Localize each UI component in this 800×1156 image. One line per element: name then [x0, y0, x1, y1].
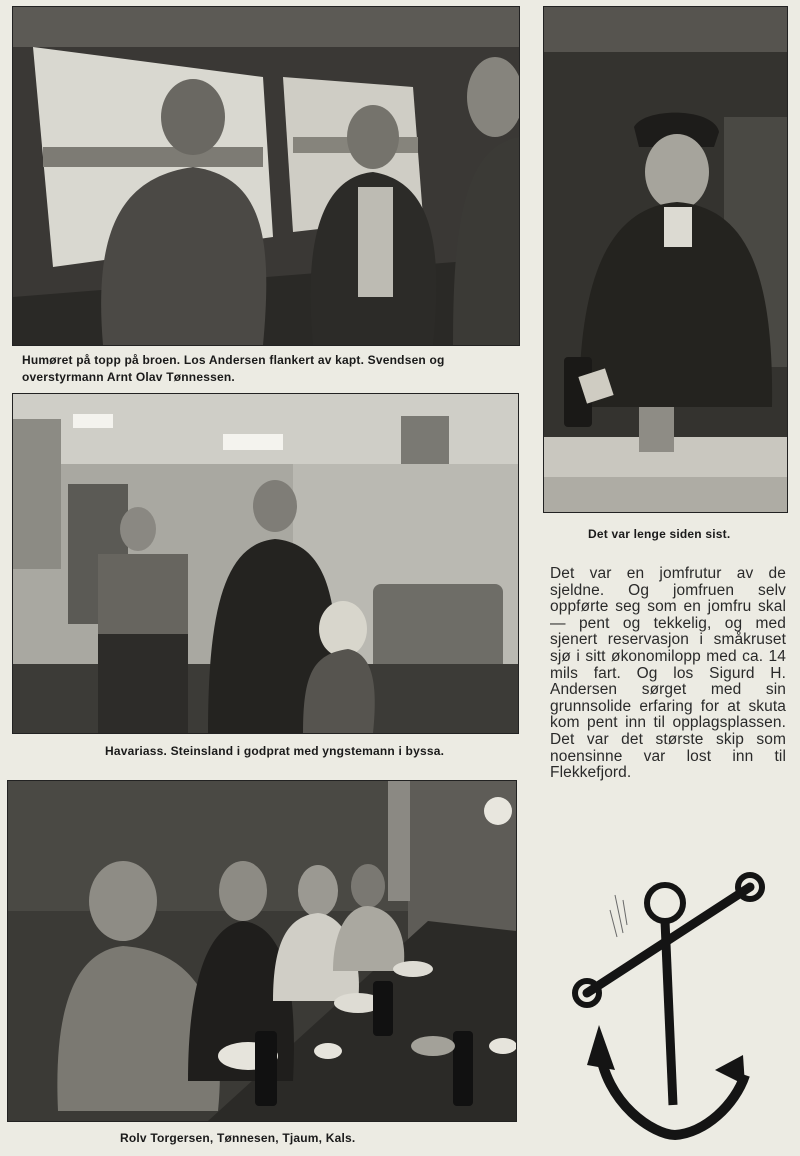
caption-captain: Det var lenge siden sist. [588, 527, 731, 541]
photo-captain [543, 6, 788, 513]
caption-galley: Havariass. Steinsland i godprat med yngstemann i byssa. [105, 744, 445, 758]
caption-mess: Rolv Torgersen, Tønnesen, Tjaum, Kals. [120, 1131, 356, 1145]
article-text: Det var en jomfrutur av de sjeldne. Og jomfruen selv oppførte seg som en jomfru skal — pent og tekkelig, og med sjenert reservasjon i småkruset sjø i sitt økonomilopp med ca. 14 mils fart. Og los Sigurd H. Andersen sørget med sin grunnsolide erfaring for at skuta kom pent inn til opplagsplassen. Det var det største skip som noensinne var lost inn til Flekkefjord. [550, 565, 786, 782]
photo-bridge [12, 6, 520, 346]
photo-galley [12, 393, 519, 734]
photo-mess [7, 780, 517, 1122]
anchor-icon [565, 865, 770, 1150]
caption-bridge: Humøret på topp på broen. Los Andersen flankert av kapt. Svendsen og overstyrmann Arnt Olav Tønnessen. [22, 353, 445, 384]
